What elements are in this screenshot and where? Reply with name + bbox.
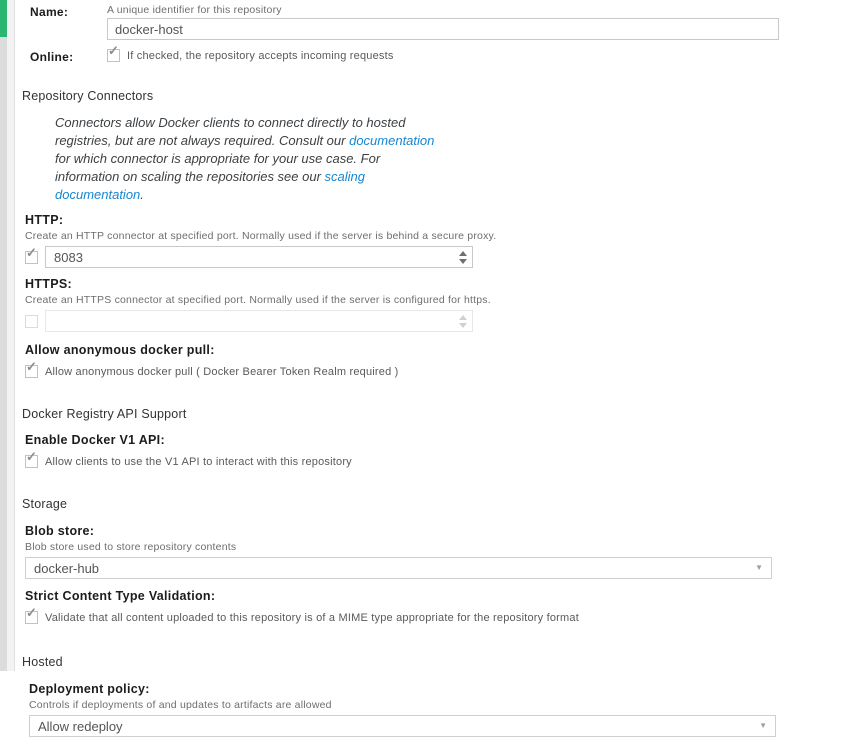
docker-v1-field — [25, 433, 815, 468]
online-checkbox-label: If checked, the repository accepts incoming requests — [127, 49, 394, 62]
docker-v1-checkbox[interactable] — [25, 449, 38, 468]
spinner-up-icon[interactable] — [459, 315, 467, 320]
connectors-description-text-1: Connectors allow Docker clients to connect directly to hosted registries, but are not always required. Consult our — [55, 115, 406, 148]
spinner-up-icon[interactable] — [459, 251, 467, 256]
spinner-down-icon[interactable] — [459, 323, 467, 328]
blob-store-select[interactable] — [25, 557, 772, 579]
anonymous-pull-checkbox[interactable] — [25, 359, 38, 378]
https-port-box — [45, 310, 473, 332]
panel-left-gutter — [7, 0, 15, 671]
strict-validation-checkbox[interactable] — [25, 605, 38, 624]
connectors-description-text-3: . — [140, 187, 144, 202]
section-repository-connectors: Repository Connectors — [22, 89, 154, 103]
chevron-down-icon: ▼ — [755, 563, 763, 572]
anonymous-pull-field — [25, 343, 815, 378]
name-help: A unique identifier for this repository — [107, 4, 282, 16]
anonymous-pull-label: Allow anonymous docker pull: — [25, 343, 215, 357]
deployment-policy-field — [29, 682, 815, 737]
scaling-documentation-link[interactable]: scaling documentation — [55, 169, 366, 202]
http-help: Create an HTTP connector at specified port. Normally used if the server is behind a secure proxy. — [25, 230, 497, 242]
check-icon: ✓ — [26, 244, 37, 260]
check-icon: ✓ — [26, 605, 37, 620]
section-hosted: Hosted — [22, 655, 63, 669]
blob-store-help: Blob store used to store repository contents — [25, 541, 237, 553]
blob-store-selected-value: docker-hub — [34, 560, 100, 576]
https-checkbox[interactable] — [25, 315, 38, 328]
blob-store-label: Blob store: — [25, 524, 95, 538]
name-label: Name: — [30, 5, 69, 19]
online-field — [30, 43, 815, 64]
blob-store-field — [25, 524, 815, 579]
deployment-policy-select[interactable] — [29, 715, 776, 737]
left-scrollbar-thumb[interactable] — [0, 0, 7, 37]
http-port-spinner — [459, 251, 467, 264]
http-checkbox[interactable] — [25, 244, 38, 264]
anonymous-pull-checkbox-label: Allow anonymous docker pull ( Docker Bearer Token Realm required ) — [45, 365, 399, 378]
http-field — [25, 213, 815, 268]
name-input[interactable] — [107, 18, 779, 40]
check-icon: ✓ — [26, 359, 37, 374]
left-scrollbar-track[interactable] — [0, 0, 7, 671]
check-icon: ✓ — [108, 43, 119, 58]
documentation-link[interactable]: documentation — [349, 133, 435, 148]
https-port-spinner — [459, 315, 467, 328]
deployment-policy-label: Deployment policy: — [29, 682, 150, 696]
https-port-input[interactable] — [46, 311, 446, 331]
http-label: HTTP: — [25, 213, 64, 227]
connectors-description-text-2: for which connector is appropriate for your use case. For information on scaling the repositories see our — [55, 151, 381, 184]
repository-settings-form — [15, 0, 815, 737]
docker-v1-checkbox-label: Allow clients to use the V1 API to interact with this repository — [45, 455, 352, 468]
https-help: Create an HTTPS connector at specified port. Normally used if the server is configured for https. — [25, 294, 491, 306]
strict-validation-label: Strict Content Type Validation: — [25, 589, 216, 603]
http-port-input[interactable] — [46, 247, 446, 267]
section-docker-registry-api: Docker Registry API Support — [22, 407, 187, 421]
strict-validation-field — [25, 589, 815, 624]
docker-v1-label: Enable Docker V1 API: — [25, 433, 165, 447]
chevron-down-icon: ▼ — [759, 721, 767, 730]
deployment-policy-help: Controls if deployments of and updates to artifacts are allowed — [29, 699, 332, 711]
online-checkbox[interactable] — [107, 43, 120, 62]
name-field — [30, 4, 815, 40]
spinner-down-icon[interactable] — [459, 259, 467, 264]
https-label: HTTPS: — [25, 277, 72, 291]
online-label: Online: — [30, 50, 74, 64]
https-field — [25, 277, 815, 332]
connectors-description — [55, 114, 443, 204]
deployment-policy-selected-value: Allow redeploy — [38, 718, 123, 734]
strict-validation-checkbox-label: Validate that all content uploaded to this repository is of a MIME type appropriate for the repository format — [45, 611, 579, 624]
section-storage: Storage — [22, 497, 68, 511]
check-icon: ✓ — [26, 449, 37, 464]
http-port-box — [45, 246, 473, 268]
